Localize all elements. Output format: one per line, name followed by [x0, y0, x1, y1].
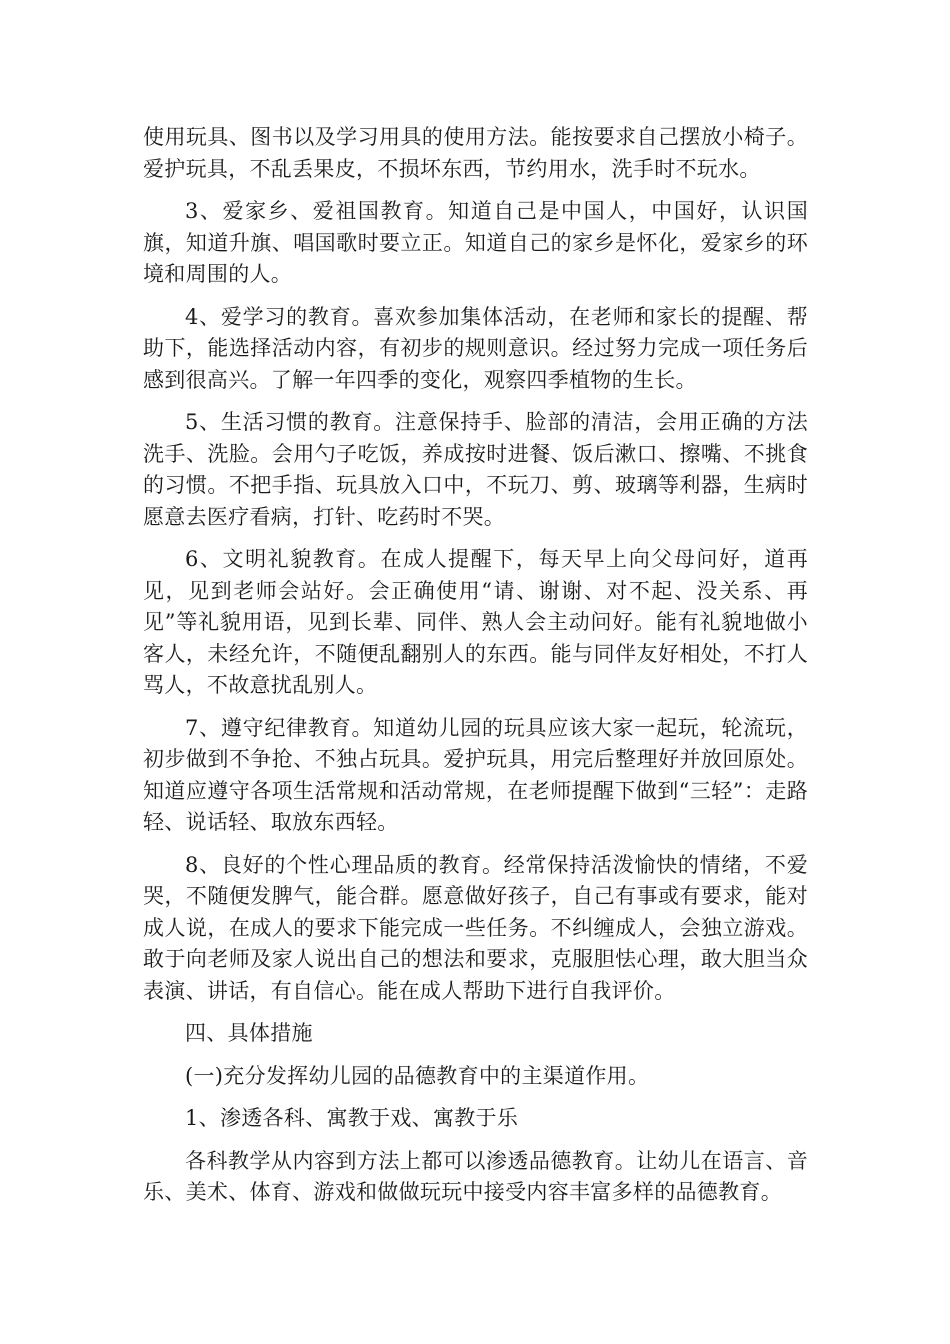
- paragraph-subjects: 各科教学从内容到方法上都可以渗透品德教育。让幼儿在语言、音乐、美术、体育、游戏和做做玩玩中接受内容丰富多样的品德教育。: [143, 1148, 808, 1204]
- paragraph-discipline: 7、遵守纪律教育。知道幼儿园的玩具应该大家一起玩，轮流玩，初步做到不争抢、不独占玩具。爱护玩具，用完后整理好并放回原处。知道应遵守各项生活常规和活动常规，在老师提醒下做到“三轻”：走路轻、说话轻、取放东西轻。: [143, 715, 808, 834]
- paragraph-habits: 5、生活习惯的教育。注意保持手、脸部的清洁，会用正确的方法洗手、洗脸。会用勺子吃饭，养成按时进餐、饭后漱口、擦嘴、不挑食的习惯。不把手指、玩具放入口中，不玩刀、剪、玻璃等利器，生病时愿意去医疗看病，打针、吃药时不哭。: [143, 410, 808, 529]
- paragraph-courtesy: 6、文明礼貌教育。在成人提醒下，每天早上向父母问好，道再见，见到老师会站好。会正确使用“请、谢谢、对不起、没关系、再见”等礼貌用语，见到长辈、同伴、熟人会主动问好。能有礼貌地做小客人，未经允许，不随便乱翻别人的东西。能与同伴友好相处，不打人骂人，不故意扰乱别人。: [143, 547, 808, 697]
- section-heading-measures: 四、具体措施: [185, 1021, 313, 1045]
- paragraph-continuation: 使用玩具、图书以及学习用具的使用方法。能按要求自己摆放小椅子。爱护玩具，不乱丢果皮，不损坏东西，节约用水，洗手时不玩水。: [143, 125, 808, 181]
- paragraph-personality: 8、良好的个性心理品质的教育。经常保持活泼愉快的情绪，不爱哭，不随便发脾气，能合群。愿意做好孩子，自己有事或有要求，能对成人说，在成人的要求下能完成一些任务。不纠缠成人，会独立游戏。敢于向老师及家人说出自己的想法和要求，克服胆怯心理，敢大胆当众表演、讲话，有自信心。能在成人帮助下进行自我评价。: [143, 852, 808, 1003]
- document-body: [143, 122, 808, 1220]
- paragraph-patriotism: 3、爱家乡、爱祖国教育。知道自己是中国人，中国好，认识国旗，知道升旗、唱国歌时要立正。知道自己的家乡是怀化，爱家乡的环境和周围的人。: [143, 199, 808, 286]
- subsection-heading: (一)充分发挥幼儿园的品德教育中的主渠道作用。: [185, 1063, 650, 1088]
- item-heading: 1、渗透各科、寓教于戏、寓教于乐: [185, 1106, 519, 1130]
- paragraph-learning: 4、爱学习的教育。喜欢参加集体活动，在老师和家长的提醒、帮助下，能选择活动内容，有初步的规则意识。经过努力完成一项任务后感到很高兴。了解一年四季的变化，观察四季植物的生长。: [143, 304, 808, 392]
